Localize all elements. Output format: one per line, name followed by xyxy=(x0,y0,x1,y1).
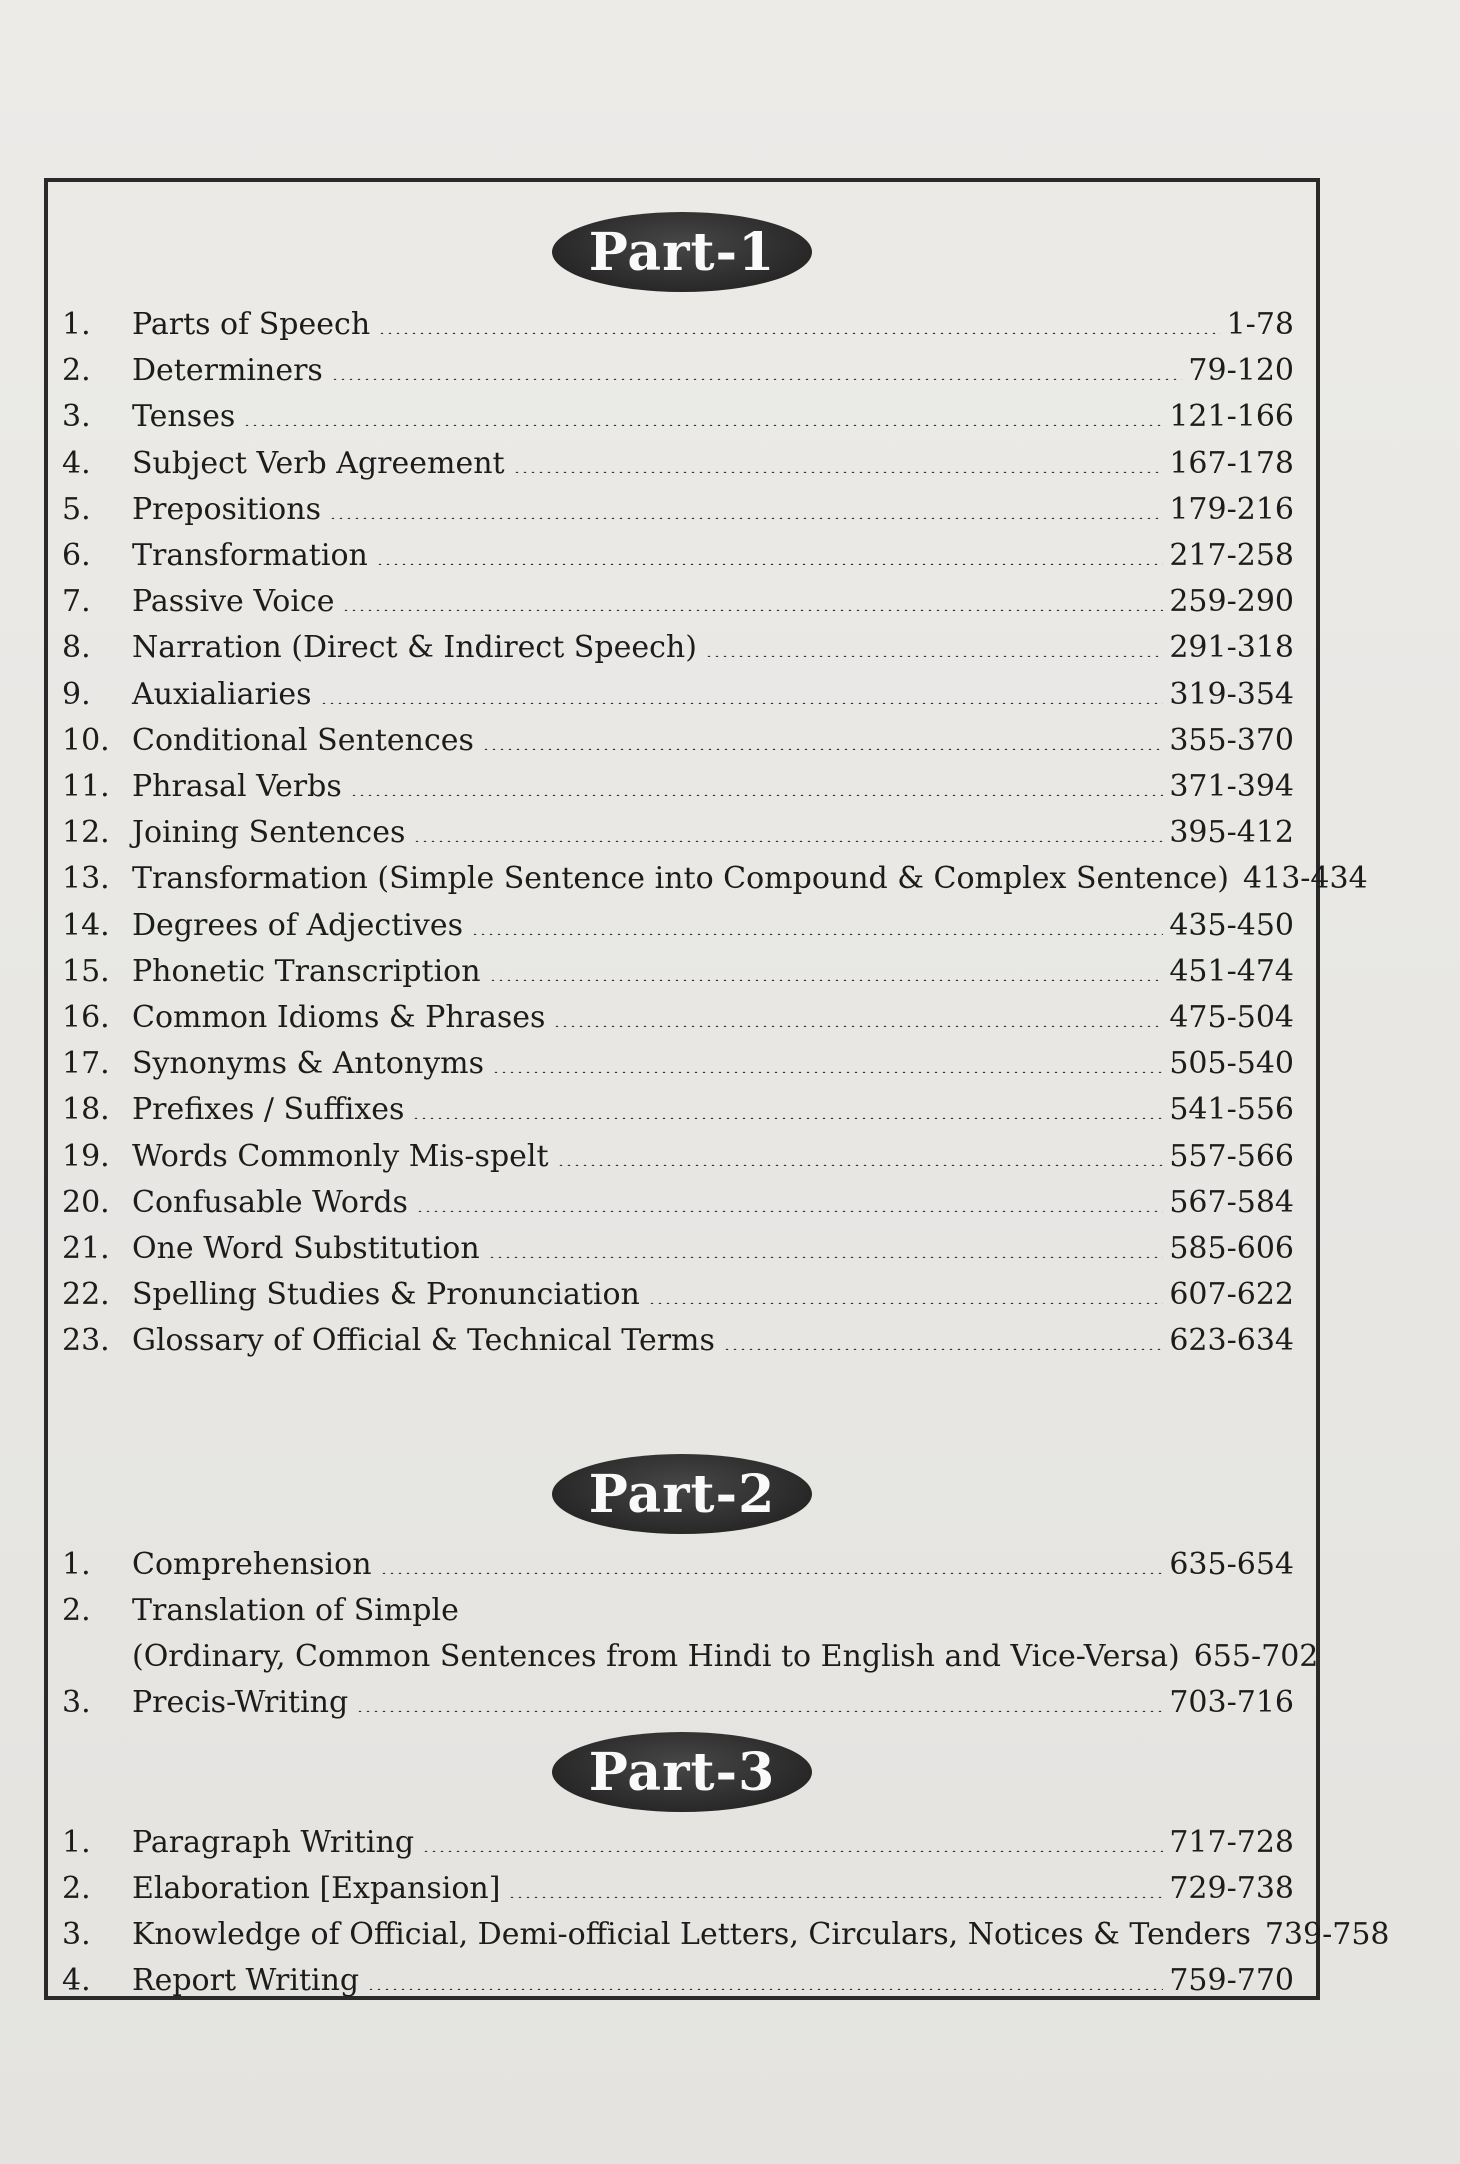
toc-entry-title: Auxialiaries xyxy=(132,676,312,712)
toc-entry xyxy=(62,987,1294,1033)
toc-entry-number: 12. xyxy=(62,815,110,851)
toc-entry-number: 14. xyxy=(62,907,110,943)
toc-entry-title: Determiners xyxy=(132,353,323,389)
dot-leader xyxy=(492,1071,1163,1073)
toc-entry xyxy=(62,1580,1294,1626)
toc-entry-number: 3. xyxy=(62,1917,91,1952)
dot-leader xyxy=(557,1164,1164,1166)
dot-leader xyxy=(356,1710,1163,1712)
toc-entry-number: 1. xyxy=(62,1825,91,1860)
toc-entry-number: 2. xyxy=(62,1871,91,1906)
toc-entry-number: 21. xyxy=(62,1231,110,1266)
part-2-heading: Part-2 xyxy=(552,1454,812,1534)
toc-entry-title: Prefixes / Suffixes xyxy=(132,1092,405,1128)
toc-entry-pages: 759-770 xyxy=(1169,1963,1294,1998)
toc-entry-number: 2. xyxy=(62,1593,91,1628)
toc-entry xyxy=(62,1264,1294,1313)
toc-entry-pages: 729-738 xyxy=(1169,1871,1294,1906)
dot-leader xyxy=(489,979,1164,981)
dot-leader xyxy=(513,471,1164,473)
toc-entry-number: 7. xyxy=(62,584,91,620)
dot-leader xyxy=(471,933,1163,935)
toc-entry-pages: 259-290 xyxy=(1169,584,1294,620)
toc-entry-number: 22. xyxy=(62,1277,110,1313)
toc-entry xyxy=(62,1172,1294,1218)
toc-entry-number: 5. xyxy=(62,491,91,527)
toc-entry-title: Comprehension xyxy=(132,1547,372,1582)
toc-entry-number: 4. xyxy=(62,1963,91,1998)
dot-leader xyxy=(412,1117,1163,1119)
dot-leader xyxy=(380,1572,1164,1574)
toc-entry-number: 3. xyxy=(62,399,91,435)
toc-entry-title: Transformation (Simple Sentence into Compound & Complex Sentence) xyxy=(132,861,1230,897)
toc-entry-number: 2. xyxy=(62,353,91,389)
toc-entry xyxy=(62,433,1294,479)
toc-entry-number: 1. xyxy=(62,307,91,342)
dot-leader xyxy=(342,609,1163,611)
toc-entry-pages: 179-216 xyxy=(1169,491,1294,527)
toc-entry-number: 18. xyxy=(62,1092,110,1128)
toc-entry-title: Tenses xyxy=(132,399,236,435)
toc-entry xyxy=(62,802,1294,851)
toc-entry xyxy=(62,710,1294,756)
part-3-heading: Part-3 xyxy=(552,1732,812,1812)
toc-entry-title: (Ordinary, Common Sentences from Hindi to English and Vice-Versa) xyxy=(132,1639,1180,1674)
toc-entry-number: 10. xyxy=(62,722,110,758)
toc-entry-number: 16. xyxy=(62,1000,110,1035)
toc-entry-title: Conditional Sentences xyxy=(132,722,474,758)
toc-entry-title: Passive Voice xyxy=(132,584,335,620)
toc-entry xyxy=(62,571,1294,620)
toc-entry-title: Transformation xyxy=(132,538,368,573)
toc-entry-pages: 623-634 xyxy=(1169,1323,1294,1359)
toc-entry xyxy=(62,1079,1294,1128)
toc-entry xyxy=(62,941,1294,987)
toc-entry-pages: 635-654 xyxy=(1169,1547,1294,1582)
toc-entry xyxy=(62,664,1294,710)
toc-entry xyxy=(62,1534,1294,1580)
toc-entry-pages: 413-434 xyxy=(1243,861,1368,897)
toc-entry-title: Translation of Simple xyxy=(132,1593,459,1628)
toc-entry xyxy=(62,1672,1294,1718)
dot-leader xyxy=(482,748,1163,750)
toc-entry-number: 20. xyxy=(62,1184,110,1220)
part-1-heading: Part-1 xyxy=(552,212,812,292)
toc-entry-pages: 121-166 xyxy=(1169,399,1294,435)
dot-leader xyxy=(376,563,1164,565)
toc-entry xyxy=(62,1218,1294,1264)
toc-entry-pages: 585-606 xyxy=(1169,1231,1294,1266)
toc-entry xyxy=(62,1858,1294,1904)
dot-leader xyxy=(648,1302,1163,1304)
toc-entry-pages: 567-584 xyxy=(1169,1184,1294,1220)
dot-leader xyxy=(553,1025,1163,1027)
toc-entry-title: One Word Substitution xyxy=(132,1231,480,1266)
toc-entry-title: Elaboration [Expansion] xyxy=(132,1871,501,1906)
toc-entry-number: 6. xyxy=(62,538,91,573)
toc-entry-pages: 395-412 xyxy=(1169,815,1294,851)
toc-entry-title: Degrees of Adjectives xyxy=(132,907,463,943)
toc-entry-pages: 451-474 xyxy=(1169,953,1294,989)
toc-entry-pages: 319-354 xyxy=(1169,676,1294,712)
toc-entry-number: 13. xyxy=(62,861,110,897)
dot-leader xyxy=(367,1988,1163,1990)
dot-leader xyxy=(422,1850,1163,1852)
toc-entry-number: 9. xyxy=(62,676,91,712)
toc-entry-pages: 435-450 xyxy=(1169,907,1294,943)
toc-entry-pages: 475-504 xyxy=(1169,1000,1294,1035)
toc-entry xyxy=(62,1033,1294,1082)
toc-entry-pages: 505-540 xyxy=(1169,1046,1294,1082)
toc-entry-title: Narration (Direct & Indirect Speech) xyxy=(132,630,697,666)
toc-entry-number: 1. xyxy=(62,1547,91,1582)
toc-entry-pages: 167-178 xyxy=(1169,445,1294,481)
toc-entry-pages: 1-78 xyxy=(1226,307,1294,342)
toc-entry xyxy=(62,1904,1390,1952)
toc-entry xyxy=(62,386,1294,435)
toc-entry xyxy=(62,895,1294,941)
toc-entry xyxy=(62,756,1294,802)
dot-leader xyxy=(416,1210,1163,1212)
toc-entry-pages: 217-258 xyxy=(1169,538,1294,573)
toc-entry xyxy=(62,848,1368,897)
toc-entry-pages: 655-702 xyxy=(1193,1639,1319,1674)
toc-entry-title: Glossary of Official & Technical Terms xyxy=(132,1323,715,1359)
toc-entry-pages: 717-728 xyxy=(1169,1825,1294,1860)
toc-entry-number: 17. xyxy=(62,1046,110,1082)
toc-entry-title: Parts of Speech xyxy=(132,307,371,342)
toc-entry-title: Phonetic Transcription xyxy=(132,953,481,989)
toc-entry-number: 23. xyxy=(62,1323,110,1359)
dot-leader xyxy=(331,378,1183,380)
toc-entry-title: Knowledge of Official, Demi-official Letters, Circulars, Notices & Tenders xyxy=(132,1917,1251,1952)
toc-entry-number: 3. xyxy=(62,1685,91,1720)
toc-entry-pages: 703-716 xyxy=(1169,1685,1294,1720)
toc-entry-number: 19. xyxy=(62,1138,110,1174)
toc-entry-title: Subject Verb Agreement xyxy=(132,445,505,481)
toc-entry-number: 4. xyxy=(62,445,91,481)
toc-entry-number: 11. xyxy=(62,769,110,804)
toc-entry-title: Words Commonly Mis-spelt xyxy=(132,1138,549,1174)
toc-entry-pages: 607-622 xyxy=(1169,1277,1294,1313)
dot-leader xyxy=(243,424,1163,426)
toc-entry-pages: 79-120 xyxy=(1188,353,1294,389)
toc-entry-title: Joining Sentences xyxy=(132,815,406,851)
toc-entry xyxy=(62,1626,1319,1674)
toc-entry-title: Synonyms & Antonyms xyxy=(132,1046,484,1082)
toc-entry-title: Common Idioms & Phrases xyxy=(132,1000,546,1035)
toc-entry-number: 15. xyxy=(62,953,110,989)
toc-entry xyxy=(62,340,1294,389)
toc-entry xyxy=(62,294,1294,340)
toc-entry-title: Precis-Writing xyxy=(132,1685,349,1720)
contents-frame xyxy=(44,178,1390,2000)
toc-entry-title: Prepositions xyxy=(132,491,321,527)
toc-entry-pages: 541-556 xyxy=(1169,1092,1294,1128)
dot-leader xyxy=(508,1896,1163,1898)
toc-entry xyxy=(62,617,1294,666)
toc-entry-pages: 739-758 xyxy=(1264,1917,1390,1952)
toc-entry xyxy=(62,1126,1294,1172)
dot-leader xyxy=(320,702,1164,704)
toc-entry-title: Confusable Words xyxy=(132,1184,408,1220)
toc-entry-title: Paragraph Writing xyxy=(132,1825,415,1860)
toc-entry-title: Phrasal Verbs xyxy=(132,769,342,804)
toc-entry xyxy=(62,1310,1294,1359)
toc-entry-title: Spelling Studies & Pronunciation xyxy=(132,1277,640,1313)
toc-entry xyxy=(62,525,1294,571)
toc-entry-number: 8. xyxy=(62,630,91,666)
dot-leader xyxy=(413,840,1163,842)
toc-entry xyxy=(62,479,1294,525)
toc-entry xyxy=(62,1950,1294,1996)
dot-leader xyxy=(378,332,1220,334)
toc-entry-pages: 371-394 xyxy=(1169,769,1294,804)
toc-entry-pages: 291-318 xyxy=(1169,630,1294,666)
dot-leader xyxy=(350,794,1164,796)
toc-entry-pages: 355-370 xyxy=(1169,722,1294,758)
dot-leader xyxy=(329,517,1163,519)
toc-entry-pages: 557-566 xyxy=(1169,1138,1294,1174)
dot-leader xyxy=(488,1256,1164,1258)
toc-entry xyxy=(62,1812,1294,1858)
dot-leader xyxy=(723,1348,1163,1350)
toc-entry-title: Report Writing xyxy=(132,1963,360,1998)
dot-leader xyxy=(705,655,1163,657)
